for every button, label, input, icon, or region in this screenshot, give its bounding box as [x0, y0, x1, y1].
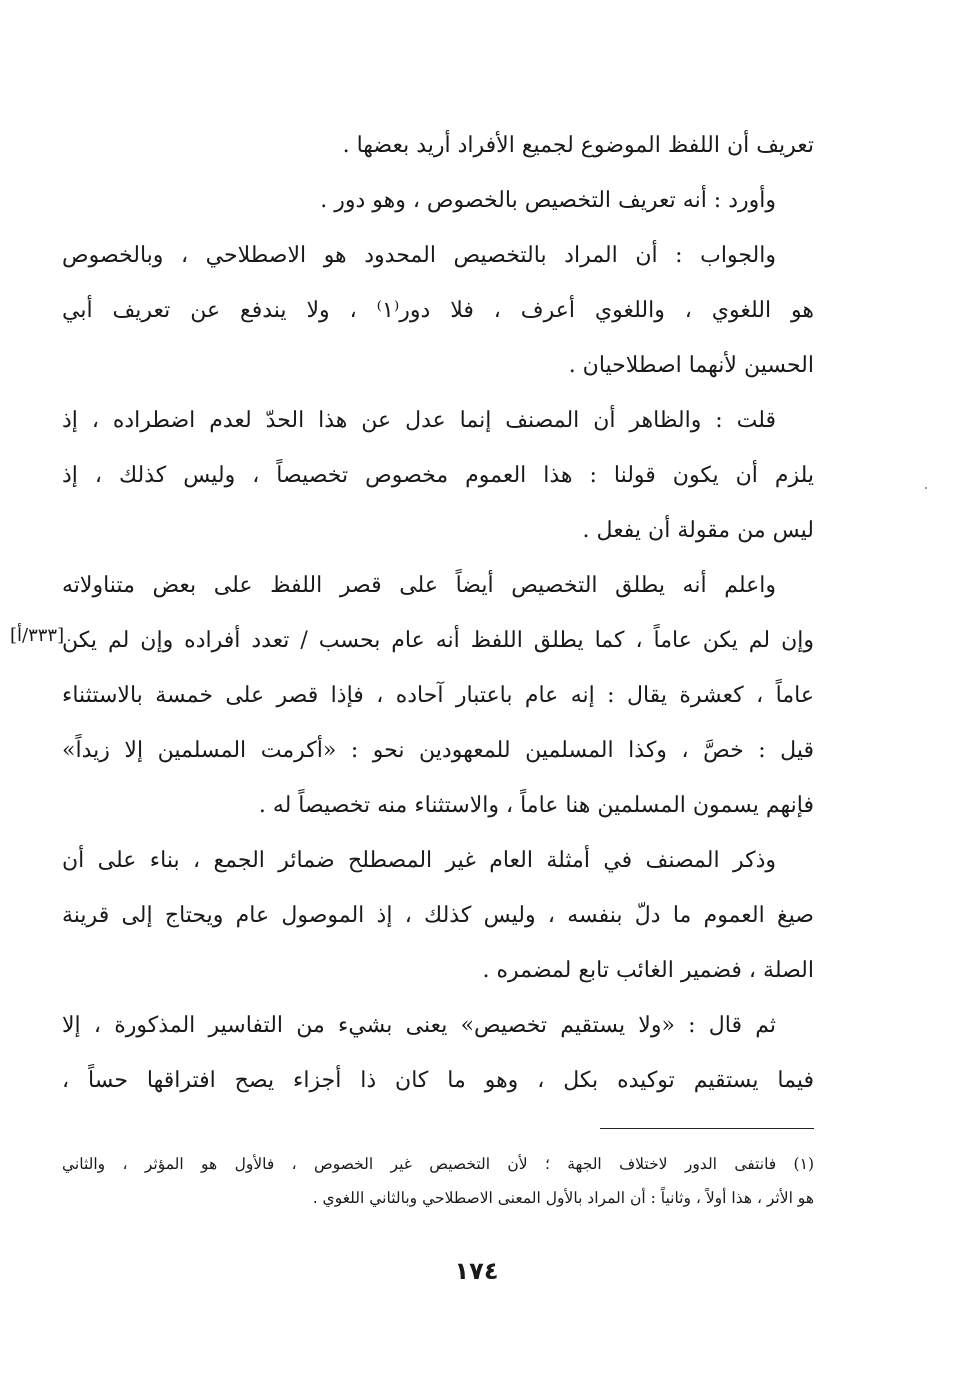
text-line: وإن لم يكن عاماً ، كما يطلق اللفظ أنه عام بحسب / تعدد أفراده وإن لم يكن — [62, 628, 814, 653]
footnote-line: (١) فانتفى الدور لاختلاف الجهة ؛ لأن التخصيص غير الخصوص ، فالأول هو المؤثر ، والثاني — [62, 1155, 814, 1173]
text-line: فإنهم يسمون المسلمين هنا عاماً ، والاستثناء منه تخصيصاً له . — [258, 793, 814, 818]
text-line: عاماً ، كعشرة يقال : إنه عام باعتبار آحاده ، فإذا قصر على خمسة بالاستثناء — [62, 683, 814, 708]
main-text — [62, 118, 814, 1108]
footnote-separator — [600, 1128, 814, 1129]
text-line: واعلم أنه يطلق التخصيص أيضاً على قصر اللفظ على بعض متناولاته — [62, 573, 776, 598]
text-line: الصلة ، فضمير الغائب تابع لمضمره . — [482, 958, 814, 983]
text-line: الحسين لأنهما اصطلاحيان . — [568, 353, 814, 378]
text-line: والجواب : أن المراد بالتخصيص المحدود هو الاصطلاحي ، وبالخصوص — [62, 243, 776, 268]
scan-speck — [925, 487, 927, 489]
text-line: تعريف أن اللفظ الموضوع لجميع الأفراد أريد بعضها . — [342, 133, 814, 158]
text-line: يلزم أن يكون قولنا : هذا العموم مخصوص تخصيصاً ، وليس كذلك ، إذ — [62, 463, 814, 488]
text-line: صيغ العموم ما دلّ بنفسه ، وليس كذلك ، إذ الموصول عام ويحتاج إلى قرينة — [62, 903, 814, 928]
footnote-line: هو الأثر ، هذا أولاً ، وثانياً : أن المراد بالأول المعنى الاصطلاحي وبالثاني اللغوي . — [312, 1189, 814, 1207]
text-line: وذكر المصنف في أمثلة العام غير المصطلح ضمائر الجمع ، بناء على أن — [62, 848, 776, 873]
page-number: ١٧٤ — [454, 1257, 499, 1285]
text-line: فيما يستقيم توكيده بكل ، وهو ما كان ذا أجزاء يصح افتراقها حساً ، — [62, 1068, 814, 1093]
footnotes — [62, 1147, 814, 1215]
text-line: وأورد : أنه تعريف التخصيص بالخصوص ، وهو دور . — [320, 188, 776, 213]
text-line: ثم قال : «ولا يستقيم تخصيص» يعنى بشيء من التفاسير المذكورة ، إلا — [62, 1013, 776, 1038]
text-line: ليس من مقولة أن يفعل . — [582, 518, 814, 543]
text-line: هو اللغوي ، واللغوي أعرف ، فلا دور⁽١⁾ ، ولا يندفع عن تعريف أبي — [62, 298, 814, 323]
text-line: قيل : خصَّ ، وكذا المسلمين للمعهودين نحو : «أكرمت المسلمين إلا زيداً» — [62, 738, 814, 763]
manuscript-folio-reference: [٣٣٣/أ] — [10, 625, 65, 646]
text-line: قلت : والظاهر أن المصنف إنما عدل عن هذا الحدّ لعدم اضطراده ، إذ — [62, 408, 776, 433]
